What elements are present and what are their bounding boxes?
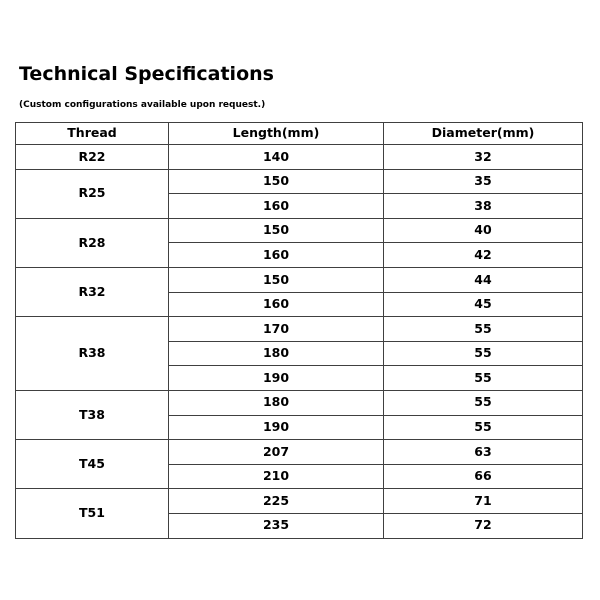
length-cell: 225 xyxy=(169,489,384,514)
length-cell: 235 xyxy=(169,513,384,538)
length-cell: 140 xyxy=(169,145,384,170)
length-cell: 190 xyxy=(169,366,384,391)
thread-cell: T51 xyxy=(16,489,169,538)
diameter-cell: 55 xyxy=(384,317,583,342)
diameter-cell: 32 xyxy=(384,145,583,170)
thread-cell: R32 xyxy=(16,267,169,316)
thread-cell: R22 xyxy=(16,145,169,170)
diameter-cell: 71 xyxy=(384,489,583,514)
header-diameter: Diameter(mm) xyxy=(384,123,583,145)
diameter-cell: 55 xyxy=(384,390,583,415)
page-title: Technical Specifications xyxy=(19,63,274,85)
diameter-cell: 35 xyxy=(384,169,583,194)
diameter-cell: 42 xyxy=(384,243,583,268)
table-row xyxy=(16,440,583,465)
diameter-cell: 38 xyxy=(384,194,583,219)
length-cell: 160 xyxy=(169,194,384,219)
length-cell: 160 xyxy=(169,243,384,268)
table-row xyxy=(16,390,583,415)
thread-cell: R28 xyxy=(16,218,169,267)
diameter-cell: 40 xyxy=(384,218,583,243)
diameter-cell: 45 xyxy=(384,292,583,317)
length-cell: 207 xyxy=(169,440,384,465)
length-cell: 150 xyxy=(169,218,384,243)
table-header-row xyxy=(16,123,583,145)
length-cell: 150 xyxy=(169,169,384,194)
page-subtitle: (Custom configurations available upon request.) xyxy=(19,100,266,110)
length-cell: 210 xyxy=(169,464,384,489)
table-row xyxy=(16,317,583,342)
table-row xyxy=(16,267,583,292)
length-cell: 190 xyxy=(169,415,384,440)
thread-cell: T45 xyxy=(16,440,169,489)
header-length: Length(mm) xyxy=(169,123,384,145)
diameter-cell: 55 xyxy=(384,366,583,391)
table-row xyxy=(16,489,583,514)
thread-cell: T38 xyxy=(16,390,169,439)
table-row xyxy=(16,218,583,243)
diameter-cell: 63 xyxy=(384,440,583,465)
spec-table xyxy=(15,122,583,539)
diameter-cell: 44 xyxy=(384,267,583,292)
thread-cell: R38 xyxy=(16,317,169,391)
thread-cell: R25 xyxy=(16,169,169,218)
length-cell: 160 xyxy=(169,292,384,317)
diameter-cell: 55 xyxy=(384,341,583,366)
header-thread: Thread xyxy=(16,123,169,145)
table-row xyxy=(16,169,583,194)
length-cell: 180 xyxy=(169,390,384,415)
length-cell: 150 xyxy=(169,267,384,292)
table-row xyxy=(16,145,583,170)
diameter-cell: 72 xyxy=(384,513,583,538)
length-cell: 180 xyxy=(169,341,384,366)
length-cell: 170 xyxy=(169,317,384,342)
diameter-cell: 55 xyxy=(384,415,583,440)
diameter-cell: 66 xyxy=(384,464,583,489)
table-body xyxy=(16,145,583,539)
